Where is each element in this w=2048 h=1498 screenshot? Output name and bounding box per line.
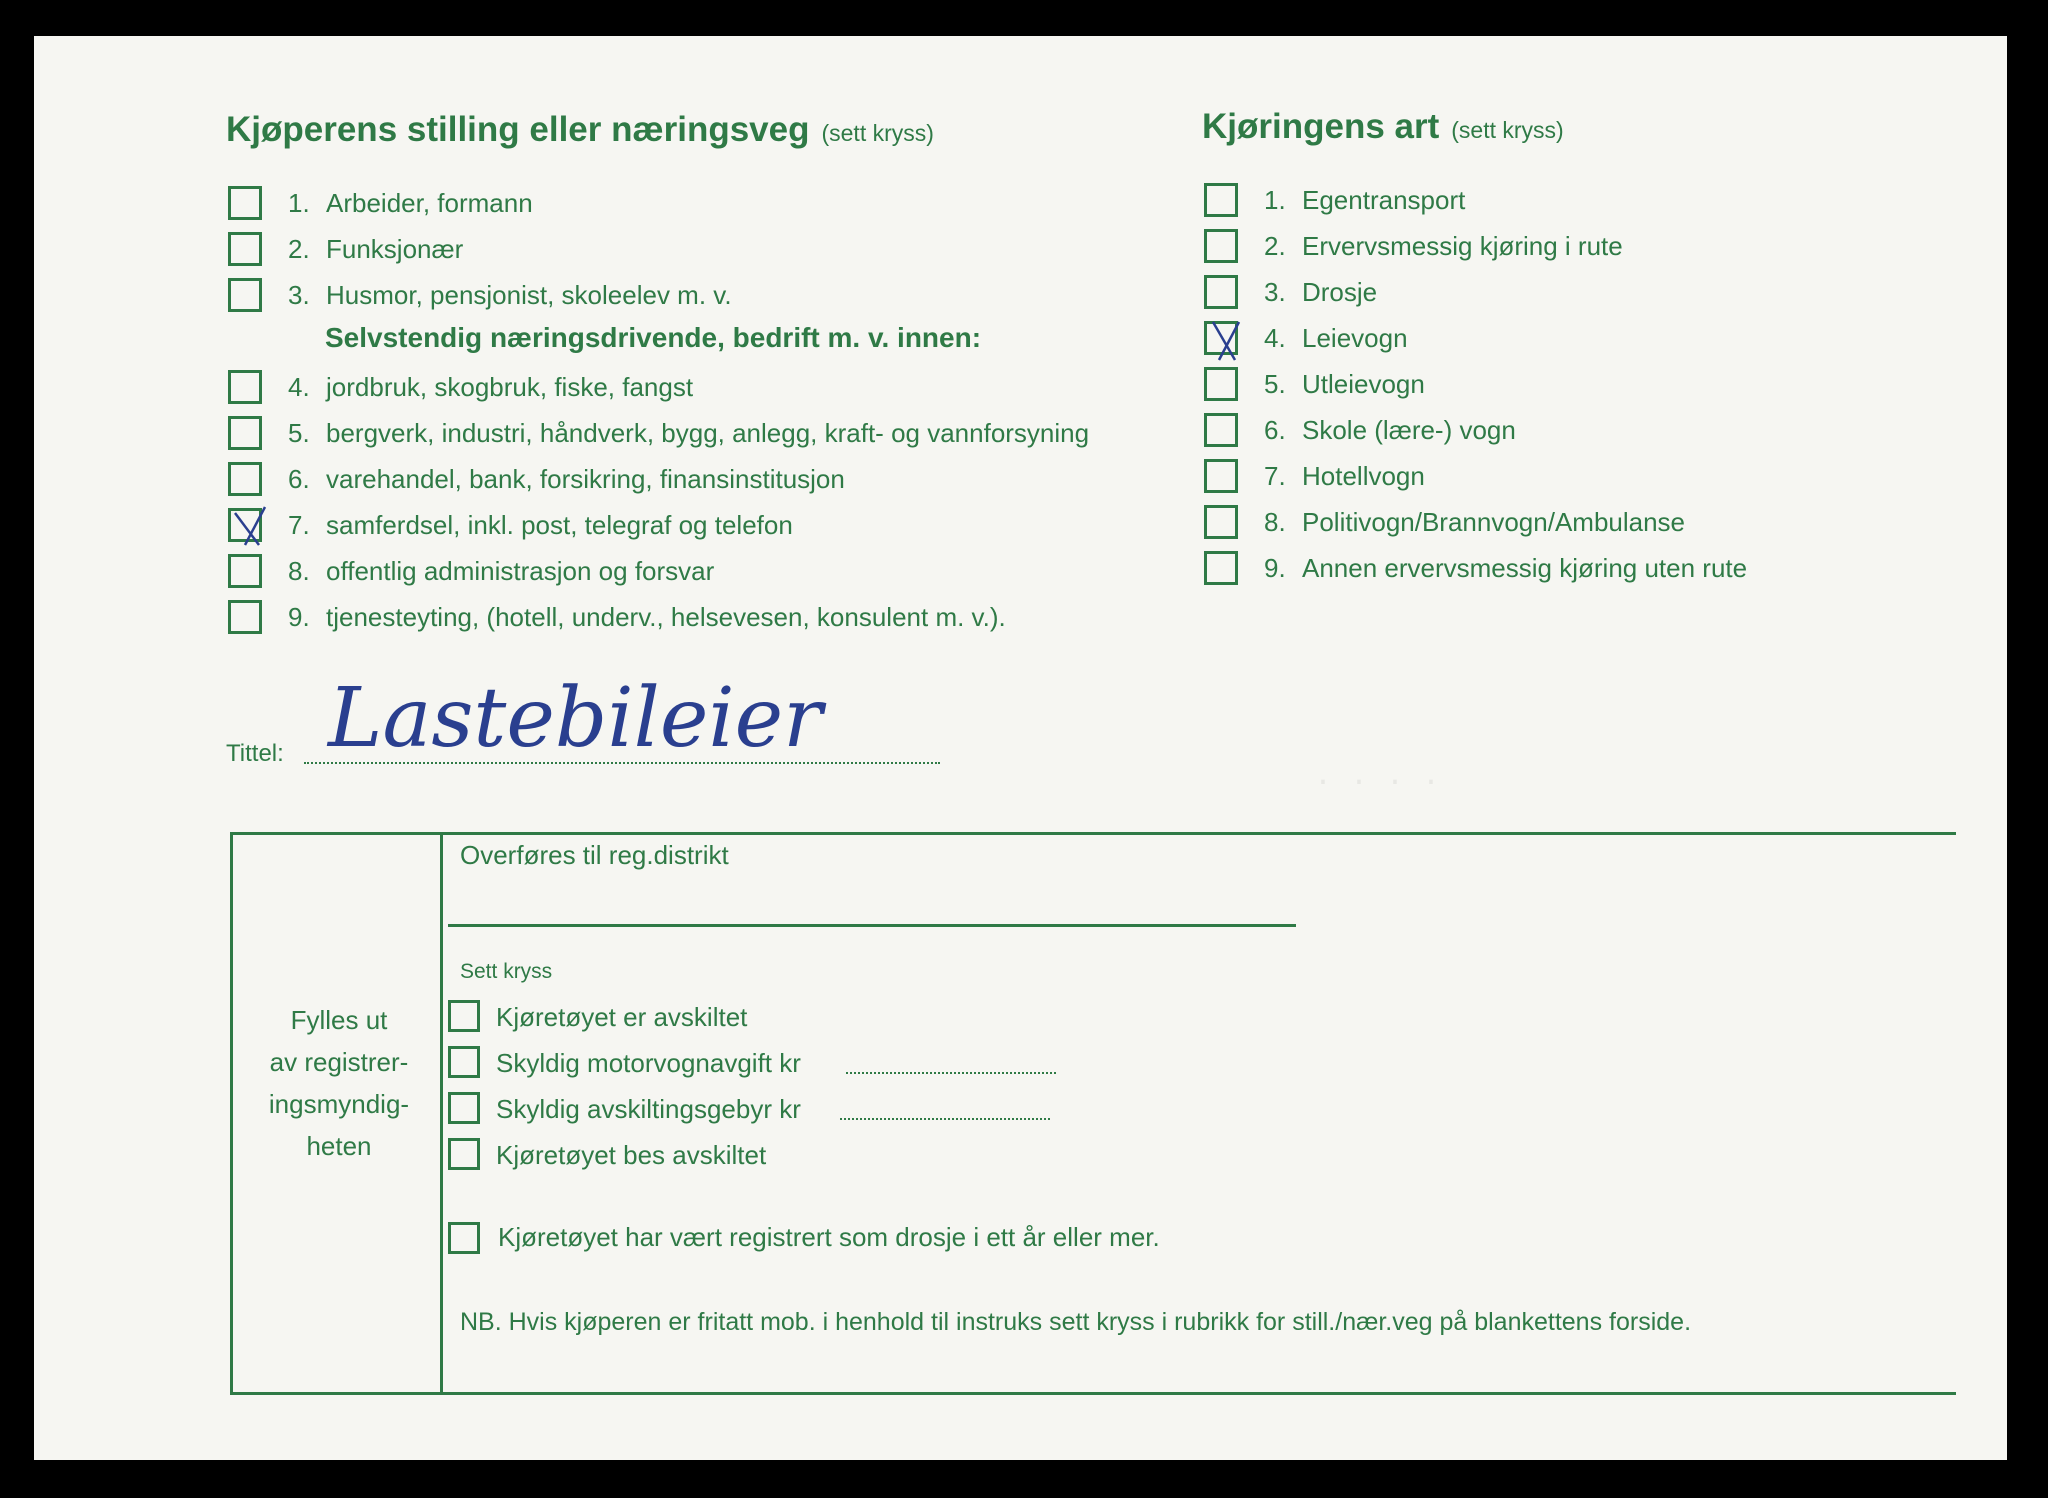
item-number: 3. bbox=[288, 280, 310, 310]
item-number: 4. bbox=[288, 372, 310, 402]
drosje-check-label: Kjøretøyet har vært registrert som drosje i ett år eller mer. bbox=[498, 1222, 1160, 1252]
transfer-label: Overføres til reg.distrikt bbox=[460, 840, 729, 870]
checkbox[interactable] bbox=[1204, 275, 1238, 309]
drosje-checkbox[interactable] bbox=[448, 1222, 480, 1254]
item-number: 7. bbox=[1264, 461, 1286, 491]
item-label: Hotellvogn bbox=[1302, 461, 1425, 491]
registry-divider bbox=[440, 832, 443, 1395]
avskiltingsgebyr-amount-field[interactable] bbox=[840, 1118, 1050, 1120]
checkbox[interactable] bbox=[228, 186, 262, 220]
sett-kryss-label: Sett kryss bbox=[460, 960, 553, 983]
item-number: 8. bbox=[1264, 507, 1286, 537]
checkbox[interactable] bbox=[1204, 551, 1238, 585]
item-number: 7. bbox=[288, 510, 310, 540]
item-label: Skole (lære-) vogn bbox=[1302, 415, 1516, 445]
item-label: jordbruk, skogbruk, fiske, fangst bbox=[326, 372, 694, 402]
motorvognavgift-amount-field[interactable] bbox=[846, 1072, 1056, 1074]
tittel-label: Tittel: bbox=[226, 740, 284, 767]
checkbox[interactable] bbox=[228, 416, 262, 450]
registry-checkbox-1[interactable] bbox=[448, 1000, 480, 1032]
item-number: 8. bbox=[288, 556, 310, 586]
item-label: Leievogn bbox=[1302, 323, 1408, 353]
registry-side-label: Fylles ut av registrer- ingsmyndig- heten bbox=[268, 1005, 410, 1161]
checkbox[interactable] bbox=[1204, 229, 1238, 263]
bleed-through-text: · · · · bbox=[1314, 766, 1441, 800]
item-number: 9. bbox=[288, 602, 310, 632]
registry-checkbox-4[interactable] bbox=[448, 1138, 480, 1170]
registry-bottom-border bbox=[230, 1392, 1956, 1395]
item-number: 2. bbox=[1264, 231, 1286, 261]
checkbox-checked[interactable] bbox=[1204, 321, 1238, 355]
registry-check-4-label: Kjøretøyet bes avskiltet bbox=[496, 1140, 767, 1170]
checkbox[interactable] bbox=[1204, 413, 1238, 447]
registry-check-3-label: Skyldig avskiltingsgebyr kr bbox=[496, 1094, 801, 1124]
item-label: Funksjonær bbox=[326, 234, 464, 264]
item-label: samferdsel, inkl. post, telegraf og telefon bbox=[326, 510, 793, 540]
item-label: Husmor, pensjonist, skoleelev m. v. bbox=[326, 280, 732, 310]
item-number: 5. bbox=[1264, 369, 1286, 399]
item-label: Drosje bbox=[1302, 277, 1378, 307]
checkbox[interactable] bbox=[228, 232, 262, 266]
item-label: Arbeider, formann bbox=[326, 188, 533, 218]
right-section-note: (sett kryss) bbox=[1451, 117, 1564, 143]
item-label: offentlig administrasjon og forsvar bbox=[326, 556, 715, 586]
checkbox-checked[interactable] bbox=[228, 508, 262, 542]
checkbox[interactable] bbox=[1204, 459, 1238, 493]
item-number: 6. bbox=[288, 464, 310, 494]
checkbox[interactable] bbox=[228, 278, 262, 312]
form-sheet bbox=[34, 36, 2007, 1460]
self-employed-subheading: Selvstendig næringsdrivende, bedrift m. v. innen: bbox=[325, 322, 982, 353]
registry-top-border bbox=[230, 832, 1956, 835]
item-label: varehandel, bank, forsikring, finansinstitusjon bbox=[326, 464, 845, 494]
item-label: bergverk, industri, håndverk, bygg, anlegg, kraft- og vannforsyning bbox=[326, 418, 1090, 448]
left-section-note: (sett kryss) bbox=[821, 120, 934, 146]
registry-check-1-label: Kjøretøyet er avskiltet bbox=[496, 1002, 748, 1032]
cross-mark-icon bbox=[1205, 318, 1245, 364]
nb-note: NB. Hvis kjøperen er fritatt mob. i henhold til instruks sett kryss i rubrikk for still./nær.veg på blankettens forside. bbox=[460, 1308, 1692, 1336]
item-number: 9. bbox=[1264, 553, 1286, 583]
right-section-title: Kjøringens art (sett kryss) bbox=[1202, 107, 1564, 146]
transfer-field-line[interactable] bbox=[448, 924, 1296, 927]
item-label: Egentransport bbox=[1302, 185, 1466, 215]
checkbox[interactable] bbox=[1204, 505, 1238, 539]
item-number: 1. bbox=[288, 188, 310, 218]
cross-mark-icon bbox=[229, 505, 269, 551]
item-number: 2. bbox=[288, 234, 310, 264]
item-number: 6. bbox=[1264, 415, 1286, 445]
checkbox[interactable] bbox=[1204, 367, 1238, 401]
left-section-title: Kjøperens stilling eller næringsveg (sett kryss) bbox=[226, 110, 934, 149]
item-label: Ervervsmessig kjøring i rute bbox=[1302, 231, 1623, 261]
item-label: Annen ervervsmessig kjøring uten rute bbox=[1302, 553, 1748, 583]
registry-checkbox-2[interactable] bbox=[448, 1046, 480, 1078]
item-label: Utleievogn bbox=[1302, 369, 1425, 399]
checkbox[interactable] bbox=[228, 370, 262, 404]
item-number: 5. bbox=[288, 418, 310, 448]
handwritten-text: Lastebileier bbox=[328, 671, 823, 766]
checkbox[interactable] bbox=[1204, 183, 1238, 217]
handwritten-title-value[interactable] bbox=[324, 634, 823, 766]
checkbox[interactable] bbox=[228, 554, 262, 588]
item-label: Politivogn/Brannvogn/Ambulanse bbox=[1302, 507, 1686, 537]
registry-left-border bbox=[230, 832, 233, 1395]
item-label: tjenesteyting, (hotell, underv., helsevesen, konsulent m. v.). bbox=[326, 602, 1006, 632]
item-number: 3. bbox=[1264, 277, 1286, 307]
registry-checkbox-3[interactable] bbox=[448, 1092, 480, 1124]
checkbox[interactable] bbox=[228, 600, 262, 634]
item-number: 1. bbox=[1264, 185, 1286, 215]
item-number: 4. bbox=[1264, 323, 1286, 353]
registry-check-2-label: Skyldig motorvognavgift kr bbox=[496, 1048, 801, 1078]
checkbox[interactable] bbox=[228, 462, 262, 496]
